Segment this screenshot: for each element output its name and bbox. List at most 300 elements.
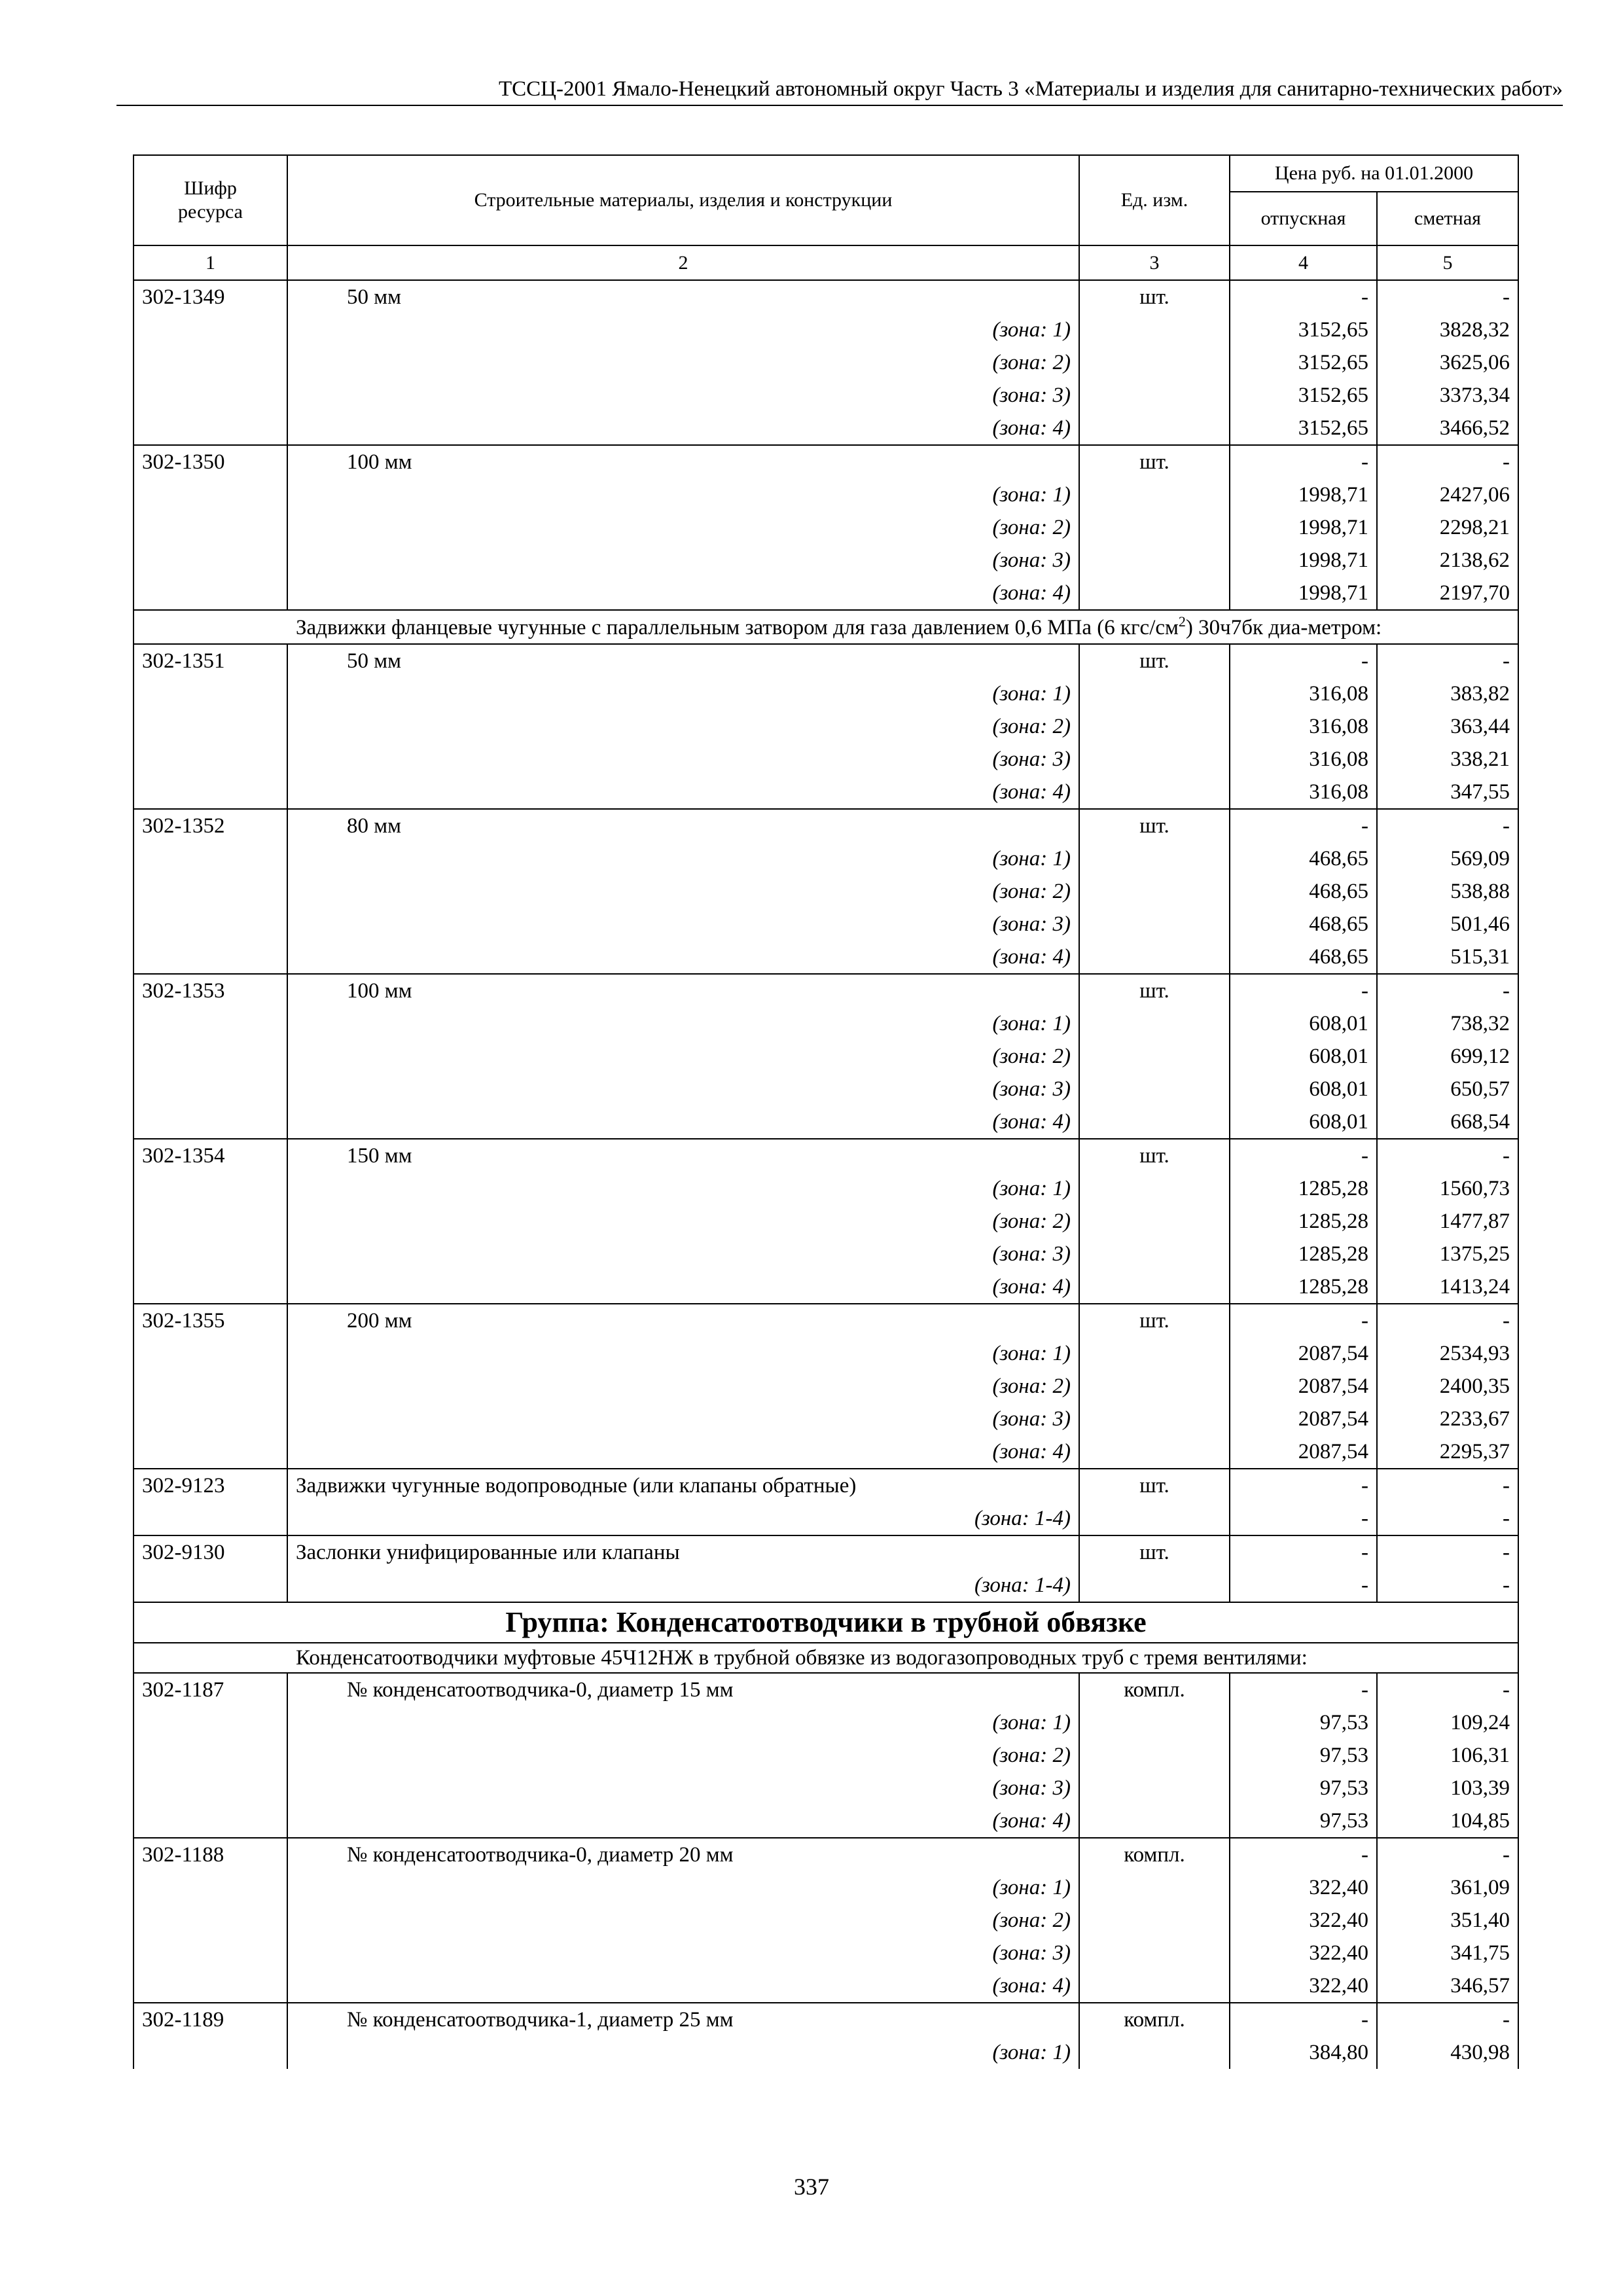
col-release-header: отпускная [1230, 192, 1377, 245]
table-row [134, 346, 1518, 379]
empty-unit [1079, 908, 1230, 941]
col-number: 5 [1377, 245, 1518, 280]
unit: шт. [1079, 1469, 1230, 1502]
empty-code [134, 478, 287, 511]
zone-label: (зона: 1) [287, 2036, 1079, 2069]
zone-label: (зона: 2) [287, 1040, 1079, 1073]
empty-code [134, 1073, 287, 1105]
empty-code [134, 1337, 287, 1370]
unit: шт. [1079, 809, 1230, 842]
table-row [134, 1502, 1518, 1535]
resource-code: 302-1355 [134, 1304, 287, 1337]
release-price: 97,53 [1230, 1804, 1377, 1838]
empty-code [134, 941, 287, 974]
table-row [134, 875, 1518, 908]
release-price: 468,65 [1230, 875, 1377, 908]
release-price: - [1230, 2003, 1377, 2036]
unit: шт. [1079, 280, 1230, 314]
release-price: 322,40 [1230, 1871, 1377, 1904]
estimate-price: 1477,87 [1377, 1205, 1518, 1238]
section-header-gate-valves [134, 610, 1518, 644]
empty-unit [1079, 1937, 1230, 1969]
estimate-price: 363,44 [1377, 710, 1518, 743]
empty-unit [1079, 710, 1230, 743]
zone-label: (зона: 1) [287, 1172, 1079, 1205]
empty-unit [1079, 1739, 1230, 1772]
estimate-price: - [1377, 1838, 1518, 1871]
estimate-price: - [1377, 1502, 1518, 1535]
zone-label: (зона: 3) [287, 908, 1079, 941]
release-price: 1285,28 [1230, 1270, 1377, 1304]
running-header: ТССЦ-2001 Ямало-Ненецкий автономный округ Часть 3 «Материалы и изделия для санитарно-технических работ» [498, 77, 1563, 101]
table-row [134, 1337, 1518, 1370]
release-price: 97,53 [1230, 1772, 1377, 1804]
estimate-price: 347,55 [1377, 776, 1518, 809]
item-name: 80 мм [287, 809, 1079, 842]
release-price: 1998,71 [1230, 577, 1377, 610]
zone-label: (зона: 3) [287, 1403, 1079, 1435]
table-row [134, 1969, 1518, 2003]
release-price: - [1230, 809, 1377, 842]
estimate-price: - [1377, 2003, 1518, 2036]
table-row [134, 1139, 1518, 1172]
empty-unit [1079, 842, 1230, 875]
table-row [134, 1270, 1518, 1304]
release-price: 608,01 [1230, 1105, 1377, 1139]
estimate-price: 515,31 [1377, 941, 1518, 974]
item-name: Задвижки чугунные водопроводные (или клапаны обратные) [287, 1469, 1079, 1502]
estimate-price: 3625,06 [1377, 346, 1518, 379]
zone-label: (зона: 1) [287, 677, 1079, 710]
group-title: Группа: Конденсатоотводчики в трубной обвязке [134, 1602, 1518, 1643]
estimate-price: - [1377, 974, 1518, 1007]
zone-label: (зона: 3) [287, 544, 1079, 577]
zone-label: (зона: 3) [287, 1073, 1079, 1105]
release-price: 608,01 [1230, 1040, 1377, 1073]
empty-code [134, 1871, 287, 1904]
table-row [134, 1238, 1518, 1270]
estimate-price: 1375,25 [1377, 1238, 1518, 1270]
release-price: 322,40 [1230, 1969, 1377, 2003]
table-row [134, 314, 1518, 346]
empty-unit [1079, 1073, 1230, 1105]
estimate-price: 1560,73 [1377, 1172, 1518, 1205]
estimate-price: - [1377, 1304, 1518, 1337]
col-price-header: Цена руб. на 01.01.2000 [1230, 155, 1518, 192]
release-price: 97,53 [1230, 1706, 1377, 1739]
empty-unit [1079, 478, 1230, 511]
estimate-price: - [1377, 1569, 1518, 1602]
item-name: № конденсатоотводчика-1, диаметр 25 мм [287, 2003, 1079, 2036]
header-rule [116, 105, 1563, 106]
table-row [134, 412, 1518, 445]
empty-code [134, 2036, 287, 2069]
resource-code: 302-1354 [134, 1139, 287, 1172]
table-row [134, 379, 1518, 412]
table-row [134, 1435, 1518, 1469]
release-price: 468,65 [1230, 908, 1377, 941]
estimate-price: 2197,70 [1377, 577, 1518, 610]
unit: компл. [1079, 2003, 1230, 2036]
unit: шт. [1079, 644, 1230, 677]
release-price: 3152,65 [1230, 314, 1377, 346]
empty-unit [1079, 1904, 1230, 1937]
release-price: 468,65 [1230, 941, 1377, 974]
estimate-price: 2138,62 [1377, 544, 1518, 577]
empty-code [134, 511, 287, 544]
item-name: 200 мм [287, 1304, 1079, 1337]
estimate-price: 538,88 [1377, 875, 1518, 908]
table-row [134, 280, 1518, 314]
empty-unit [1079, 1969, 1230, 2003]
release-price: 316,08 [1230, 743, 1377, 776]
empty-unit [1079, 1337, 1230, 1370]
empty-unit [1079, 1772, 1230, 1804]
release-price: 2087,54 [1230, 1435, 1377, 1469]
zone-label: (зона: 2) [287, 1205, 1079, 1238]
zone-label: (зона: 1) [287, 842, 1079, 875]
table-row [134, 776, 1518, 809]
empty-unit [1079, 1007, 1230, 1040]
empty-code [134, 314, 287, 346]
release-price: - [1230, 1673, 1377, 1706]
empty-code [134, 1007, 287, 1040]
release-price: - [1230, 1502, 1377, 1535]
unit: шт. [1079, 1535, 1230, 1569]
zone-label: (зона: 2) [287, 346, 1079, 379]
unit: шт. [1079, 1139, 1230, 1172]
empty-unit [1079, 1871, 1230, 1904]
empty-unit [1079, 941, 1230, 974]
estimate-price: 2400,35 [1377, 1370, 1518, 1403]
zone-label: (зона: 1) [287, 1706, 1079, 1739]
zone-label: (зона: 1-4) [287, 1569, 1079, 1602]
empty-code [134, 1772, 287, 1804]
estimate-price: - [1377, 1469, 1518, 1502]
empty-unit [1079, 346, 1230, 379]
zone-label: (зона: 2) [287, 511, 1079, 544]
item-name: 50 мм [287, 280, 1079, 314]
release-price: - [1230, 1469, 1377, 1502]
empty-unit [1079, 511, 1230, 544]
unit: компл. [1079, 1838, 1230, 1871]
release-price: 316,08 [1230, 677, 1377, 710]
release-price: 97,53 [1230, 1739, 1377, 1772]
group-subtitle: Конденсатоотводчики муфтовые 45Ч12НЖ в трубной обвязке из водогазопроводных труб с тремя вентилями: [134, 1643, 1518, 1673]
empty-unit [1079, 1172, 1230, 1205]
release-price: - [1230, 445, 1377, 478]
empty-unit [1079, 875, 1230, 908]
release-price: - [1230, 1535, 1377, 1569]
release-price: - [1230, 974, 1377, 1007]
zone-label: (зона: 4) [287, 577, 1079, 610]
estimate-price: - [1377, 809, 1518, 842]
table-body-part1 [134, 280, 1518, 610]
item-name: 150 мм [287, 1139, 1079, 1172]
zone-label: (зона: 4) [287, 1105, 1079, 1139]
item-name: Заслонки унифицированные или клапаны [287, 1535, 1079, 1569]
estimate-price: 351,40 [1377, 1904, 1518, 1937]
table-row [134, 908, 1518, 941]
empty-code [134, 1403, 287, 1435]
zone-label: (зона: 3) [287, 1238, 1079, 1270]
table-row [134, 1040, 1518, 1073]
resource-code: 302-9123 [134, 1469, 287, 1502]
estimate-price: 103,39 [1377, 1772, 1518, 1804]
table-row [134, 1370, 1518, 1403]
table-row [134, 1706, 1518, 1739]
estimate-price: 109,24 [1377, 1706, 1518, 1739]
zone-label: (зона: 4) [287, 1270, 1079, 1304]
estimate-price: 738,32 [1377, 1007, 1518, 1040]
estimate-price: 3373,34 [1377, 379, 1518, 412]
page-number: 337 [794, 2174, 829, 2200]
estimate-price: 650,57 [1377, 1073, 1518, 1105]
estimate-price: 1413,24 [1377, 1270, 1518, 1304]
zone-label: (зона: 4) [287, 1969, 1079, 2003]
empty-unit [1079, 1435, 1230, 1469]
table-row [134, 2003, 1518, 2036]
estimate-price: 383,82 [1377, 677, 1518, 710]
resource-code: 302-9130 [134, 1535, 287, 1569]
table-row [134, 743, 1518, 776]
resource-code: 302-1351 [134, 644, 287, 677]
estimate-price: 346,57 [1377, 1969, 1518, 2003]
zone-label: (зона: 1) [287, 1871, 1079, 1904]
estimate-price: 361,09 [1377, 1871, 1518, 1904]
release-price: 1285,28 [1230, 1238, 1377, 1270]
empty-unit [1079, 314, 1230, 346]
table-row [134, 974, 1518, 1007]
table-row [134, 1205, 1518, 1238]
item-name: 100 мм [287, 974, 1079, 1007]
zone-label: (зона: 2) [287, 1739, 1079, 1772]
estimate-price: 3828,32 [1377, 314, 1518, 346]
empty-unit [1079, 544, 1230, 577]
item-name: № конденсатоотводчика-0, диаметр 15 мм [287, 1673, 1079, 1706]
unit: шт. [1079, 445, 1230, 478]
table-row [134, 809, 1518, 842]
estimate-price: 104,85 [1377, 1804, 1518, 1838]
table-row [134, 1403, 1518, 1435]
item-name: 100 мм [287, 445, 1079, 478]
estimate-price: 106,31 [1377, 1739, 1518, 1772]
table-row [134, 644, 1518, 677]
col-code-header: Шифр ресурса [134, 155, 287, 245]
table-row [134, 544, 1518, 577]
zone-label: (зона: 2) [287, 1904, 1079, 1937]
release-price: 608,01 [1230, 1007, 1377, 1040]
estimate-price: 2298,21 [1377, 511, 1518, 544]
zone-label: (зона: 1) [287, 314, 1079, 346]
table-row [134, 1871, 1518, 1904]
empty-code [134, 743, 287, 776]
table-row [134, 842, 1518, 875]
estimate-price: 3466,52 [1377, 412, 1518, 445]
release-price: 1285,28 [1230, 1172, 1377, 1205]
table-row [134, 1105, 1518, 1139]
release-price: 2087,54 [1230, 1370, 1377, 1403]
table-row [134, 941, 1518, 974]
col-number: 1 [134, 245, 287, 280]
empty-unit [1079, 1105, 1230, 1139]
empty-code [134, 710, 287, 743]
empty-unit [1079, 1370, 1230, 1403]
col-number: 2 [287, 245, 1079, 280]
table-row [134, 1673, 1518, 1706]
release-price: 316,08 [1230, 776, 1377, 809]
empty-code [134, 1105, 287, 1139]
empty-code [134, 1569, 287, 1602]
empty-code [134, 1739, 287, 1772]
table-row [134, 478, 1518, 511]
empty-code [134, 1040, 287, 1073]
zone-label: (зона: 1-4) [287, 1502, 1079, 1535]
empty-code [134, 677, 287, 710]
empty-code [134, 1205, 287, 1238]
empty-code [134, 1502, 287, 1535]
zone-label: (зона: 3) [287, 743, 1079, 776]
release-price: 322,40 [1230, 1937, 1377, 1969]
table-row [134, 1904, 1518, 1937]
empty-code [134, 1270, 287, 1304]
empty-code [134, 1706, 287, 1739]
release-price: 608,01 [1230, 1073, 1377, 1105]
empty-code [134, 1804, 287, 1838]
empty-code [134, 776, 287, 809]
estimate-price: 2233,67 [1377, 1403, 1518, 1435]
col-name-header: Строительные материалы, изделия и конструкции [287, 155, 1079, 245]
release-price: - [1230, 644, 1377, 677]
empty-unit [1079, 412, 1230, 445]
empty-code [134, 412, 287, 445]
table-row [134, 1469, 1518, 1502]
empty-code [134, 379, 287, 412]
group-header [134, 1602, 1518, 1673]
table-row [134, 511, 1518, 544]
table-row [134, 677, 1518, 710]
table-row [134, 1772, 1518, 1804]
table-row [134, 1304, 1518, 1337]
release-price: 3152,65 [1230, 379, 1377, 412]
zone-label: (зона: 4) [287, 1804, 1079, 1838]
release-price: 1998,71 [1230, 511, 1377, 544]
release-price: 1998,71 [1230, 544, 1377, 577]
empty-unit [1079, 776, 1230, 809]
table-body-part3 [134, 1673, 1518, 2069]
release-price: - [1230, 1838, 1377, 1871]
release-price: 2087,54 [1230, 1337, 1377, 1370]
empty-code [134, 842, 287, 875]
estimate-price: 2534,93 [1377, 1337, 1518, 1370]
empty-unit [1079, 577, 1230, 610]
empty-code [134, 544, 287, 577]
release-price: 3152,65 [1230, 412, 1377, 445]
table-body-part2 [134, 644, 1518, 1602]
empty-code [134, 875, 287, 908]
col-unit-header: Ед. изм. [1079, 155, 1230, 245]
table-row [134, 1804, 1518, 1838]
unit: шт. [1079, 974, 1230, 1007]
zone-label: (зона: 3) [287, 379, 1079, 412]
resource-code: 302-1349 [134, 280, 287, 314]
empty-code [134, 1172, 287, 1205]
empty-code [134, 908, 287, 941]
empty-unit [1079, 1238, 1230, 1270]
empty-unit [1079, 1804, 1230, 1838]
resource-code: 302-1353 [134, 974, 287, 1007]
estimate-price: - [1377, 1673, 1518, 1706]
item-name: № конденсатоотводчика-0, диаметр 20 мм [287, 1838, 1079, 1871]
empty-unit [1079, 1706, 1230, 1739]
release-price: 322,40 [1230, 1904, 1377, 1937]
table-header [134, 155, 1518, 280]
unit: компл. [1079, 1673, 1230, 1706]
estimate-price: 430,98 [1377, 2036, 1518, 2069]
empty-code [134, 1904, 287, 1937]
release-price: - [1230, 1139, 1377, 1172]
estimate-price: 2295,37 [1377, 1435, 1518, 1469]
empty-unit [1079, 379, 1230, 412]
zone-label: (зона: 1) [287, 1007, 1079, 1040]
release-price: 468,65 [1230, 842, 1377, 875]
zone-label: (зона: 3) [287, 1772, 1079, 1804]
estimate-price: 338,21 [1377, 743, 1518, 776]
empty-code [134, 1435, 287, 1469]
table-row [134, 710, 1518, 743]
estimate-price: - [1377, 644, 1518, 677]
empty-code [134, 1370, 287, 1403]
release-price: 316,08 [1230, 710, 1377, 743]
unit: шт. [1079, 1304, 1230, 1337]
zone-label: (зона: 2) [287, 710, 1079, 743]
estimate-price: 668,54 [1377, 1105, 1518, 1139]
item-name: 50 мм [287, 644, 1079, 677]
zone-label: (зона: 2) [287, 875, 1079, 908]
estimate-price: 501,46 [1377, 908, 1518, 941]
zone-label: (зона: 4) [287, 412, 1079, 445]
resource-code: 302-1189 [134, 2003, 287, 2036]
table-row [134, 1838, 1518, 1871]
estimate-price: 569,09 [1377, 842, 1518, 875]
zone-label: (зона: 4) [287, 776, 1079, 809]
empty-code [134, 1969, 287, 2003]
table-row [134, 1739, 1518, 1772]
zone-label: (зона: 3) [287, 1937, 1079, 1969]
table-row [134, 1569, 1518, 1602]
estimate-price: 2427,06 [1377, 478, 1518, 511]
empty-unit [1079, 1040, 1230, 1073]
estimate-price: 699,12 [1377, 1040, 1518, 1073]
estimate-price: 341,75 [1377, 1937, 1518, 1969]
zone-label: (зона: 2) [287, 1370, 1079, 1403]
empty-unit [1079, 1502, 1230, 1535]
zone-label: (зона: 1) [287, 478, 1079, 511]
empty-unit [1079, 1205, 1230, 1238]
zone-label: (зона: 4) [287, 1435, 1079, 1469]
table-row [134, 445, 1518, 478]
release-price: 1998,71 [1230, 478, 1377, 511]
col-number: 4 [1230, 245, 1377, 280]
release-price: 2087,54 [1230, 1403, 1377, 1435]
estimate-price: - [1377, 445, 1518, 478]
release-price: - [1230, 1569, 1377, 1602]
empty-unit [1079, 743, 1230, 776]
zone-label: (зона: 1) [287, 1337, 1079, 1370]
empty-code [134, 577, 287, 610]
table-row [134, 1172, 1518, 1205]
estimate-price: - [1377, 1535, 1518, 1569]
